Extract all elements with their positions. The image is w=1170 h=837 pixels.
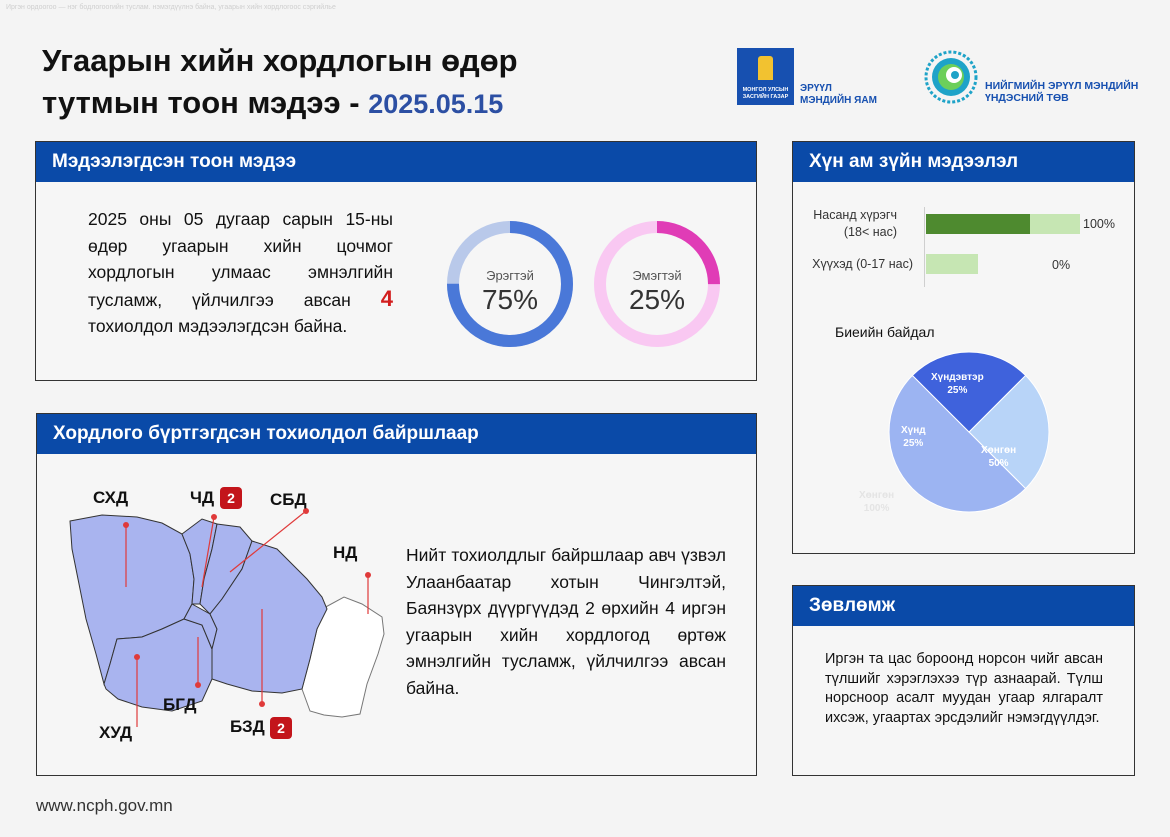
- advice-panel: [792, 585, 1135, 776]
- pie-label-faint: [859, 489, 894, 515]
- pie-title: Биеийн байдал: [835, 324, 935, 340]
- bzd-marker: [259, 701, 265, 707]
- map-label-nd: НД: [333, 543, 358, 562]
- reported-text-before: 2025 оны 05 дугаар сарын 15-ны өдөр угаарын хийн цочмог хордлогын улмаас эмнэлгийн тусламж, үйлчилгээ авсан: [88, 209, 393, 310]
- map-label-chd: ЧД: [190, 488, 215, 507]
- map-label-hud: ХУД: [99, 723, 133, 742]
- ncph-name-line-2: ҮНДЭСНИЙ ТӨВ: [985, 92, 1069, 104]
- reported-stats-panel: [35, 141, 757, 381]
- bzd-count-badge: 2: [270, 717, 292, 739]
- reported-stats-text: [88, 206, 393, 340]
- advice-header: Зөвлөмж: [793, 586, 1134, 626]
- pie-label-mild: [981, 444, 1016, 470]
- pie-label-moderate-value: 25%: [947, 385, 968, 396]
- pie-label-moderate-name: Хүндэвтэр: [931, 372, 984, 383]
- ulaanbaatar-map: [62, 479, 392, 739]
- ministry-name: [800, 83, 877, 107]
- title-line-1: Угаарын хийн хордлогын өдөр: [42, 43, 518, 78]
- adult-bar-fill: [926, 214, 1030, 234]
- ministry-seal-text: МОНГОЛ УЛСЫН ЗАСГИЙН ГАЗАР: [742, 87, 789, 100]
- map-label-bgd: БГД: [163, 695, 197, 714]
- location-text: Нийт тохиолдлыг байршлаар авч үзвэл Улаанбаатар хотын Чингэлтэй, Баянзүрх дүүргүүдэд 2 өрхийн 4 иргэн угаарын хийн хордлогод өртөж эмнэлгийн тусламж, үйлчилгээ авсан байна.: [406, 545, 726, 698]
- female-percentage: 25%: [628, 284, 686, 315]
- child-percentage: 0%: [1052, 258, 1071, 272]
- shd-marker: [123, 522, 129, 528]
- map-label-bzd: БЗД: [230, 717, 265, 736]
- child-bar-fill: [926, 254, 978, 274]
- reported-stats-header: Мэдээлэгдсэн тоон мэдээ: [36, 142, 756, 182]
- reported-text-after: тохиолдол мэдээлэгдсэн байна.: [88, 316, 348, 336]
- ncph-name: [985, 80, 1138, 104]
- title-line-2-text: тутмын тоон мэдээ -: [42, 85, 369, 120]
- case-count: 4: [380, 285, 393, 311]
- location-panel: [36, 413, 757, 776]
- pie-label-severe-value: 25%: [903, 438, 924, 449]
- demographics-panel: [792, 141, 1135, 554]
- hud-marker: [134, 654, 140, 660]
- male-percentage: 75%: [481, 284, 539, 315]
- ministry-name-line-2: МЭНДИЙН ЯАМ: [800, 95, 877, 106]
- chd-count-badge: 2: [220, 487, 242, 509]
- soyombo-emblem-icon: [758, 56, 773, 80]
- demographics-header: Хүн ам зүйн мэдээлэл: [793, 142, 1134, 182]
- adult-label-line-1: Насанд хүрэгч: [813, 208, 897, 222]
- advice-text: Иргэн та цас бороонд норсон чийг авсан түлшийг хэрэглэхээ түр азнаарай. Түлш норсноор асалт муудан угаар ялгаралт ихсэж, угаартах эрсдэлийг нэмэгдүүлдэг.: [825, 651, 1103, 726]
- chd-marker: [211, 514, 217, 520]
- top-note: Иргэн ордоогоо — нэг бодлогоогийн туслам. нэмэгдүүлнэ байна, угаарын хийн хордлогоос сэргийлье: [6, 4, 336, 11]
- pie-label-mild-value: 50%: [988, 458, 1009, 469]
- ministry-logo: [737, 48, 794, 105]
- bar-axis: [924, 207, 925, 287]
- pie-label-moderate: [931, 371, 984, 397]
- female-label: Эмэгтэй: [632, 268, 682, 283]
- ncph-name-line-1: НИЙГМИЙН ЭРҮҮЛ МЭНДИЙН: [985, 80, 1139, 92]
- title-line-2: [42, 82, 518, 125]
- female-donut: [593, 220, 721, 348]
- bgd-marker: [195, 682, 201, 688]
- child-bar-label: Хүүхэд (0-17 нас): [812, 257, 913, 271]
- page-title: [42, 40, 518, 125]
- pie-label-severe-name: Хүнд: [901, 425, 926, 436]
- ncph-logo-icon: [924, 50, 978, 104]
- adult-bar-label: [793, 207, 897, 241]
- adult-label-line-2: (18< нас): [843, 225, 897, 239]
- map-label-shd: СХД: [93, 488, 129, 507]
- male-label: Эрэгтэй: [486, 268, 534, 283]
- male-donut: [446, 220, 574, 348]
- pie-label-severe: [901, 424, 926, 450]
- report-date: 2025.05.15: [368, 89, 504, 119]
- pie-label-faint-name: Хөнгөн: [859, 490, 895, 501]
- nd-marker: [365, 572, 371, 578]
- pie-label-mild-name: Хөнгөн: [981, 445, 1017, 456]
- pie-label-faint-value: 100%: [863, 503, 890, 514]
- map-label-sbd: СБД: [270, 490, 307, 509]
- ministry-name-line-1: ЭРҮҮЛ: [800, 83, 832, 94]
- adult-percentage: 100%: [1083, 217, 1115, 231]
- location-header: Хордлого бүртгэгдсэн тохиолдол байршлаар: [37, 414, 756, 454]
- website-link[interactable]: www.ncph.gov.mn: [36, 796, 173, 815]
